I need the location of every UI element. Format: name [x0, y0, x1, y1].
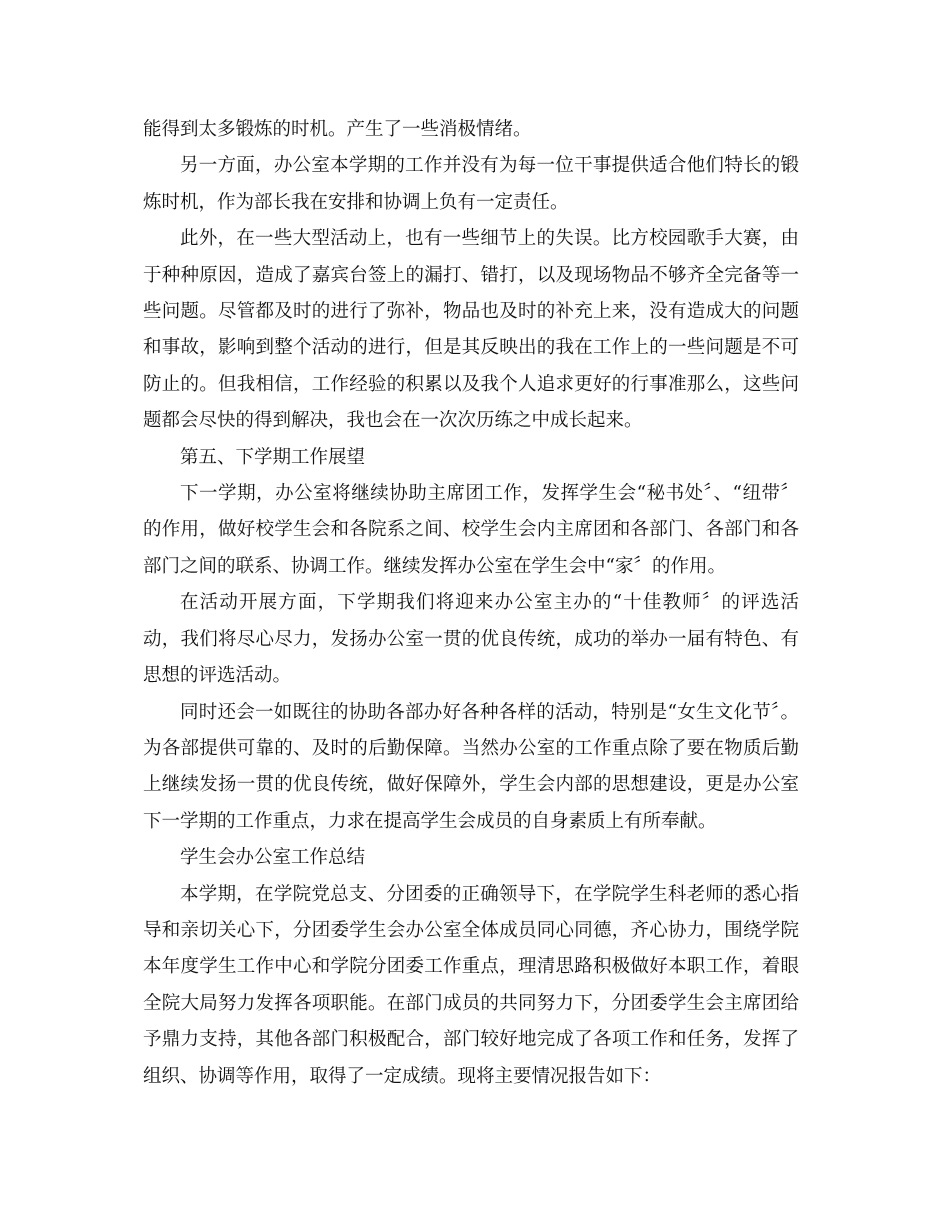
paragraph-activities: 在活动开展方面，下学期我们将迎来办公室主办的“十佳教师〞的评选活动，我们将尽心尽力，发扬办公室一贯的优良传统，成功的举办一届有特色、有思想的评选活动。 — [143, 592, 799, 687]
document-body — [143, 112, 799, 1095]
section-heading-outlook: 第五、下学期工作展望 — [180, 446, 366, 468]
paragraph-support: 同时还会一如既往的协助各部办好各种各样的活动，特别是“女生文化节〞。为各部提供可靠的、及时的后勤保障。当然办公室的工作重点除了要在物质后勤上继续发扬一贯的优良传统，做好保障外，学生会内部的思想建设，更是办公室下一学期的工作重点，力求在提高学生会成员的自身素质上有所奉献。 — [143, 701, 799, 832]
paragraph-continuation: 能得到太多锻炼的时机。产生了一些消极情绪。 — [143, 119, 532, 140]
paragraph-next-semester: 下一学期，办公室将继续协助主席团工作，发挥学生会“秘书处〞、“纽带〞的作用，做好校学生会和各院系之间、校学生会内主席团和各部门、各部门和各部门之间的联系、协调工作。继续发挥办公室在学生会中“家〞的作用。 — [143, 483, 799, 577]
section-heading-summary: 学生会办公室工作总结 — [180, 847, 366, 869]
paragraph-event-mistakes: 此外，在一些大型活动上，也有一些细节上的失误。比方校园歌手大赛，由于种种原因，造成了嘉宾台签上的漏打、错打，以及现场物品不够齐全完备等一些问题。尽管都及时的进行了弥补，物品也及时的补充上来，没有造成大的问题和事故，影响到整个活动的进行，但是其反映出的我在工作上的一些问题是不可防止的。但我相信，工作经验的积累以及我个人追求更好的行事准那么，这些问题都会尽快的得到解决，我也会在一次次历练之中成长起来。 — [143, 228, 799, 432]
paragraph-training-opportunities: 另一方面，办公室本学期的工作并没有为每一位干事提供适合他们特长的锻炼时机，作为部长我在安排和协调上负有一定责任。 — [143, 155, 799, 213]
paragraph-summary-intro: 本学期，在学院党总支、分团委的正确领导下，在学院学生科老师的悉心指导和亲切关心下，分团委学生会办公室全体成员同心同德，齐心协力，围绕学院本年度学生工作中心和学院分团委工作重点，理清思路积极做好本职工作，着眼全院大局努力发挥各项职能。在部门成员的共同努力下，分团委学生会主席团给予鼎力支持，其他各部门积极配合，部门较好地完成了各项工作和任务，发挥了组织、协调等作用，取得了一定成绩。现将主要情况报告如下： — [143, 883, 799, 1087]
